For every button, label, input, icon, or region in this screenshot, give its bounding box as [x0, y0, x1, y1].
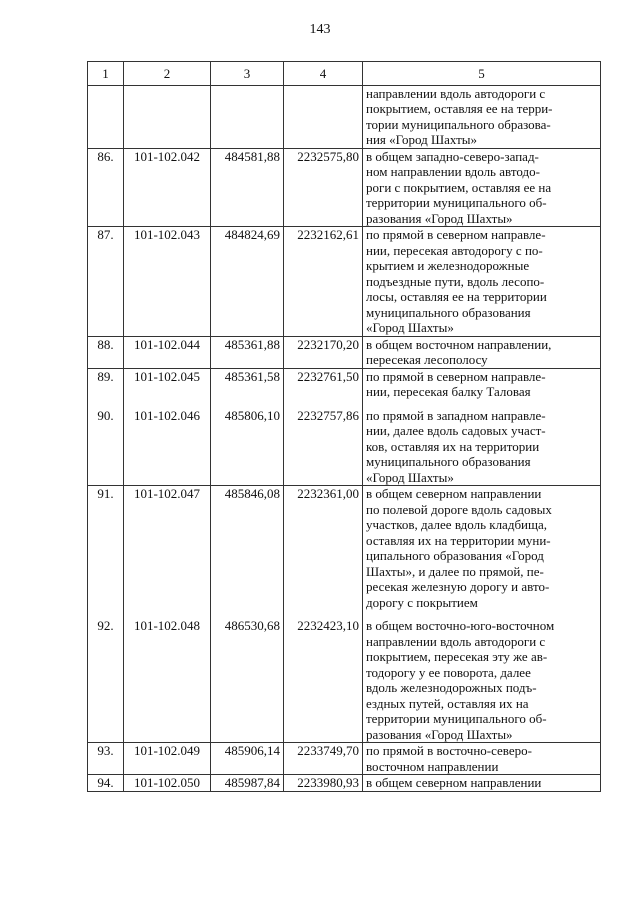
coord-y [284, 85, 363, 148]
description-line: муниципального образования [366, 454, 531, 469]
description-line: в общем северном направлении [366, 775, 542, 790]
coord-x: 485361,88 [211, 336, 284, 368]
coord-y: 2232757,86 [284, 408, 363, 486]
description-line: крытием и железнодорожные [366, 258, 530, 273]
coord-y: 2232575,80 [284, 148, 363, 227]
description-line: пересекая лесополосу [366, 352, 488, 367]
description-line: по прямой в западном направле- [366, 407, 546, 423]
header-col-3: 3 [211, 62, 284, 86]
row-spacer [88, 610, 601, 618]
description-line: лосы, оставляя ее на территории [366, 289, 547, 304]
header-col-1: 1 [88, 62, 124, 86]
table-row [88, 368, 601, 400]
row-number: 89. [88, 368, 124, 400]
coord-y: 2233749,70 [284, 743, 363, 775]
table-header-row [88, 62, 601, 86]
header-col-4: 4 [284, 62, 363, 86]
table-row [88, 85, 601, 148]
coord-x: 485906,14 [211, 743, 284, 775]
row-number: 91. [88, 486, 124, 611]
description-line: покрытием, пересекая эту же ав- [366, 649, 548, 664]
description [363, 486, 601, 611]
coord-x: 484824,69 [211, 227, 284, 337]
row-number: 88. [88, 336, 124, 368]
point-code: 101-102.048 [124, 618, 211, 743]
description-line: тодорогу у ее поворота, далее [366, 664, 531, 680]
row-spacer [88, 400, 601, 408]
description-line: вдоль железнодорожных подъ- [366, 680, 537, 695]
description-line: нии, пересекая автодорогу с по- [366, 242, 543, 258]
point-code: 101-102.042 [124, 148, 211, 227]
description-line: по полевой дороге вдоль садовых [366, 501, 552, 517]
point-code [124, 85, 211, 148]
description-line: ния «Город Шахты» [366, 132, 477, 147]
coord-x: 486530,68 [211, 618, 284, 743]
table-row [88, 486, 601, 611]
point-code: 101-102.045 [124, 368, 211, 400]
description-line: восточном направлении [366, 758, 499, 774]
description-line: нии, пересекая балку Таловая [366, 384, 531, 399]
row-number [88, 85, 124, 148]
description-line: нии, далее вдоль садовых участ- [366, 423, 546, 438]
description-line: дорогу с покрытием [366, 594, 478, 610]
table-row [88, 148, 601, 227]
description-line: «Город Шахты» [366, 320, 454, 335]
description [363, 368, 601, 400]
point-code: 101-102.050 [124, 775, 211, 792]
table-row [88, 227, 601, 337]
coord-x: 485987,84 [211, 775, 284, 792]
header-col-5: 5 [363, 62, 601, 86]
description-line: ездных путей, оставляя их на [366, 695, 529, 711]
description-line: ципального образования «Город [366, 548, 544, 563]
description-line: покрытием, оставляя ее на терри- [366, 101, 553, 116]
coord-x: 485806,10 [211, 408, 284, 486]
coord-y: 2232361,00 [284, 486, 363, 611]
table-row [88, 336, 601, 368]
coord-x [211, 85, 284, 148]
description [363, 408, 601, 486]
description-line: ресекая железную дорогу и авто- [366, 579, 550, 594]
description [363, 336, 601, 368]
description-line: тории муниципального образова- [366, 116, 551, 132]
description [363, 85, 601, 148]
point-code: 101-102.044 [124, 336, 211, 368]
row-number: 86. [88, 148, 124, 227]
description-line: оставляя их на территории муни- [366, 532, 551, 548]
description-line: разования «Город Шахты» [366, 726, 513, 742]
description-line: в общем восточно-юго-восточном [366, 618, 555, 633]
description-line: «Город Шахты» [366, 469, 454, 485]
description-line: ков, оставляя их на территории [366, 438, 540, 454]
coord-y: 2232162,61 [284, 227, 363, 337]
coord-y: 2232423,10 [284, 618, 363, 743]
point-code: 101-102.047 [124, 486, 211, 611]
row-number: 90. [88, 408, 124, 486]
description-line: участков, далее вдоль кладбища, [366, 517, 548, 532]
point-code: 101-102.046 [124, 408, 211, 486]
point-code: 101-102.049 [124, 743, 211, 775]
description [363, 618, 601, 743]
description-line: Шахты», и далее по прямой, пе- [366, 563, 544, 579]
row-number: 92. [88, 618, 124, 743]
row-number: 94. [88, 775, 124, 792]
coord-y: 2233980,93 [284, 775, 363, 792]
description [363, 227, 601, 337]
description-line: в общем северном направлении [366, 486, 542, 501]
description-line: роги с покрытием, оставляя ее на [366, 179, 552, 195]
description-line: подъездные пути, вдоль лесопо- [366, 273, 545, 289]
description-line: территории муниципального об- [366, 195, 547, 210]
coord-x: 485361,58 [211, 368, 284, 400]
coord-y: 2232761,50 [284, 368, 363, 400]
page-number: 143 [309, 22, 331, 37]
description [363, 148, 601, 227]
description-line: по прямой в восточно-северо- [366, 743, 532, 758]
description [363, 743, 601, 775]
description-line: в общем западно-северо-запад- [366, 148, 539, 164]
boundary-table [87, 61, 601, 792]
header-col-2: 2 [124, 62, 211, 86]
description-line: ном направлении вдоль автодо- [366, 164, 540, 179]
table-row [88, 743, 601, 775]
row-number: 93. [88, 743, 124, 775]
description-line: территории муниципального об- [366, 711, 547, 726]
description-line: по прямой в северном направле- [366, 368, 546, 384]
point-code: 101-102.043 [124, 227, 211, 337]
description-line: направлении вдоль автодороги с [366, 85, 546, 101]
description-line: по прямой в северном направле- [366, 227, 546, 242]
row-number: 87. [88, 227, 124, 337]
coord-x: 484581,88 [211, 148, 284, 227]
description-line: муниципального образования [366, 304, 531, 320]
description-line: направлении вдоль автодороги с [366, 633, 546, 649]
table-row [88, 775, 601, 792]
table-row [88, 408, 601, 486]
coord-y: 2232170,20 [284, 336, 363, 368]
description-line: в общем восточном направлении, [366, 336, 552, 352]
coord-x: 485846,08 [211, 486, 284, 611]
table-row [88, 618, 601, 743]
description [363, 775, 601, 792]
description-line: разования «Город Шахты» [366, 210, 513, 226]
